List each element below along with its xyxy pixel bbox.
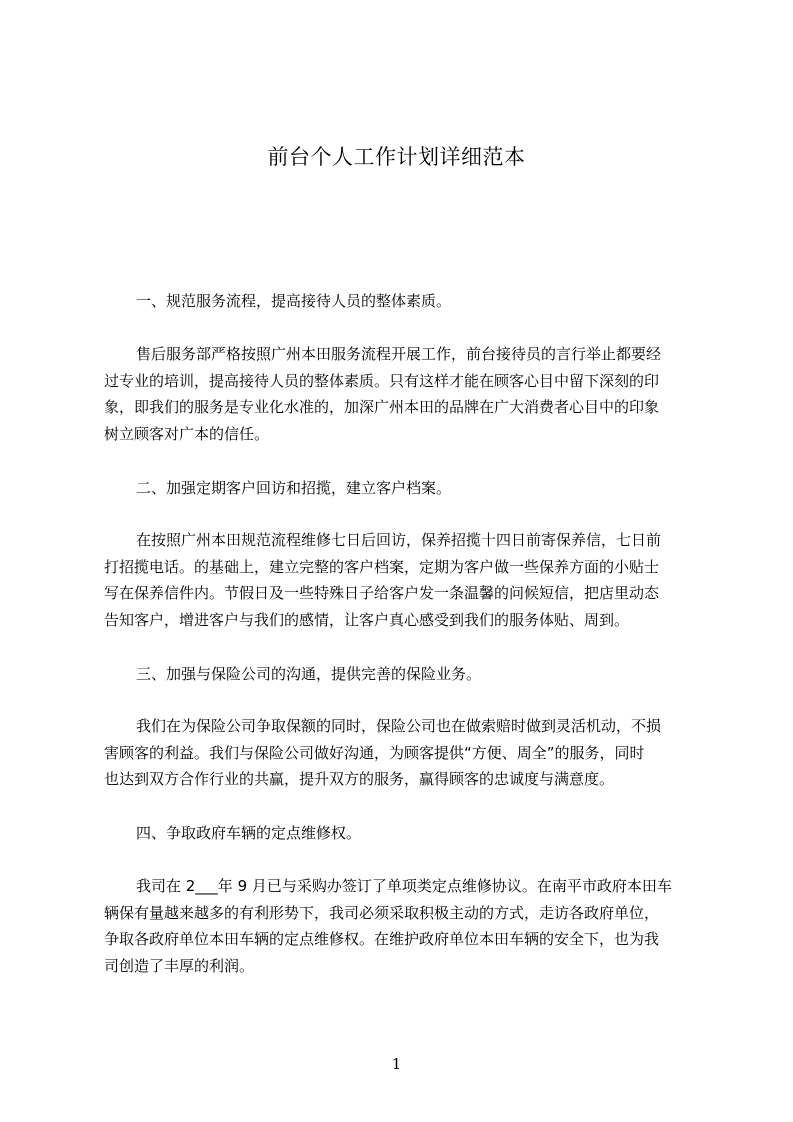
page-number: 1 (391, 1055, 402, 1073)
paragraph-line: 售后服务部严格按照广州本田服务流程开展工作，前台接待员的言行举止都要经 (136, 345, 662, 363)
paragraph-line: 争取各政府单位本田车辆的定点维修权。在维护政府单位本田车辆的安全下，也为我 (104, 930, 660, 948)
paragraph-line: 害顾客的利益。我们与保险公司做好沟通，为顾客提供“方便、周全”的服务，同时 (104, 743, 645, 762)
paragraph-line: 过专业的培训，提高接待人员的整体素质。只有这样才能在顾客心目中留下深刻的印 (104, 371, 660, 390)
paragraph-line: 我们在为保险公司争取保额的同时，保险公司也在做索赔时做到灵活机动，不损 (136, 717, 662, 735)
paragraph-line: 司创造了丰厚的利润。 (104, 956, 255, 975)
document-title: 前台个人工作计划详细范本 (267, 145, 526, 169)
section-paragraph-2 (104, 527, 704, 633)
paragraph-line: 也达到双方合作行业的共赢，提升双方的服务，赢得顾客的忠诚度与满意度。 (104, 770, 615, 788)
paragraph-line: 辆保有量越来越多的有利形势下，我司必须采取积极主动的方式，走访各政府单位， (104, 903, 660, 922)
paragraph-line: 打招揽电话。的基础上，建立完整的客户档案，定期为客户做一些保养方面的小贴士 (104, 557, 660, 576)
section-heading-3: 三、加强与保险公司的沟通，提供完善的保险业务。 (136, 665, 482, 683)
section-heading-2: 二、加强定期客户回访和招揽，建立客户档案。 (136, 479, 452, 497)
paragraph-line: 树立顾客对广本的信任。 (104, 424, 270, 443)
section-paragraph-4 (104, 873, 704, 979)
paragraph-line: 告知客户，增进客户与我们的感情，让客户真心感受到我们的服务体贴、周到。 (104, 610, 630, 629)
paragraph-line: 写在保养信件内。节假日及一些特殊日子给客户发一条温馨的问候短信，把店里动态 (104, 584, 660, 602)
paragraph-line: 我司在 2___年 9 月已与采购办签订了单项类定点维修协议。在南平市政府本田车 (136, 877, 672, 895)
section-heading-4: 四、争取政府车辆的定点维修权。 (136, 824, 362, 842)
paragraph-line: 象，即我们的服务是专业化水准的，加深广州本田的品牌在广大消费者心目中的印象 (104, 398, 660, 416)
paragraph-line: 在按照广州本田规范流程维修七日后回访，保养招揽十四日前寄保养信，七日前 (136, 531, 662, 549)
section-heading-1: 一、规范服务流程，提高接待人员的整体素质。 (136, 292, 452, 310)
section-paragraph-1 (104, 341, 704, 447)
section-paragraph-3 (104, 713, 704, 793)
